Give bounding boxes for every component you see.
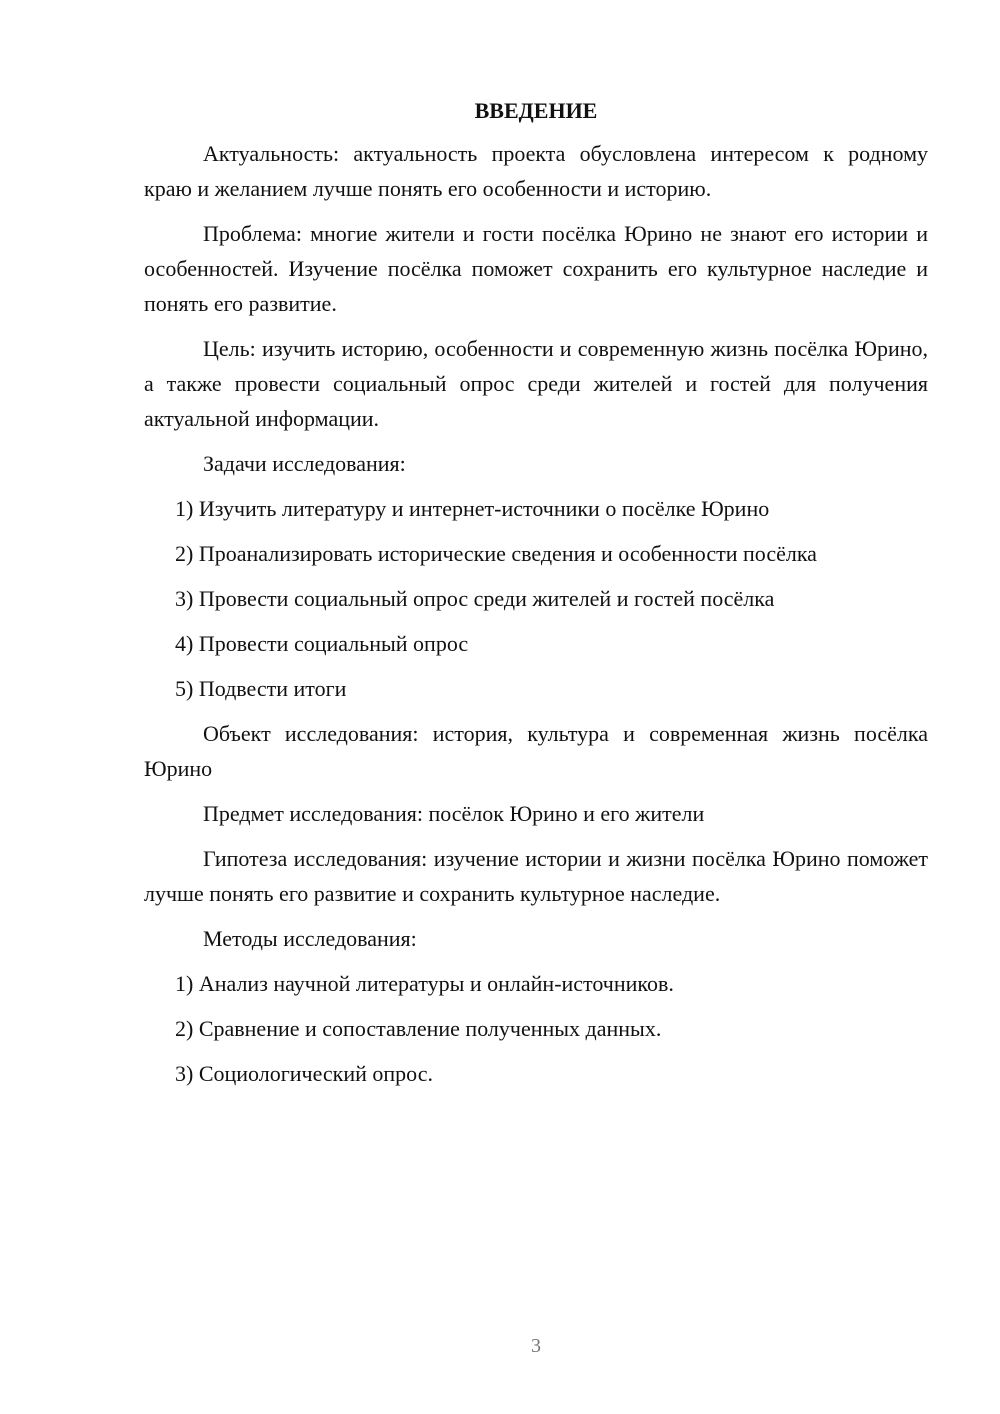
section-title: ВВЕДЕНИЕ [474,98,598,123]
task-item: 1) Изучить литературу и интернет-источники о посёлке Юрино [175,496,770,521]
hypothesis-paragraph: Гипотеза исследования: изучение истории и жизни посёлка Юрино поможет лучше понять его развитие и сохранить культурное наследие. [144,846,928,906]
object-paragraph: Объект исследования: история, культура и современная жизнь посёлка Юрино [144,721,928,781]
methods-list [144,966,928,1091]
relevance-paragraph: Актуальность: актуальность проекта обусловлена интересом к родному краю и желанием лучше понять его особенности и историю. [144,141,928,201]
method-item: 2) Сравнение и сопоставление полученных данных. [175,1016,662,1041]
goal-paragraph: Цель: изучить историю, особенности и современную жизнь посёлка Юрино, а также провести социальный опрос среди жителей и гостей для получения актуальной информации. [144,336,928,431]
methods-heading: Методы исследования: [203,926,417,951]
tasks-list [144,491,928,706]
tasks-heading: Задачи исследования: [203,451,406,476]
task-item: 2) Проанализировать исторические сведения и особенности посёлка [175,541,817,566]
problem-paragraph: Проблема: многие жители и гости посёлка Юрино не знают его истории и особенностей. Изучение посёлка поможет сохранить его культурное наследие и понять его развитие. [144,221,928,316]
document-page [144,96,928,1101]
task-item: 3) Провести социальный опрос среди жителей и гостей посёлка [175,586,775,611]
task-item: 5) Подвести итоги [175,676,347,701]
task-item: 4) Провести социальный опрос [175,631,469,656]
method-item: 1) Анализ научной литературы и онлайн-источников. [175,971,674,996]
subject-paragraph: Предмет исследования: посёлок Юрино и его жители [203,801,705,826]
method-item: 3) Социологический опрос. [175,1061,433,1086]
page-number: 3 [531,1335,541,1357]
